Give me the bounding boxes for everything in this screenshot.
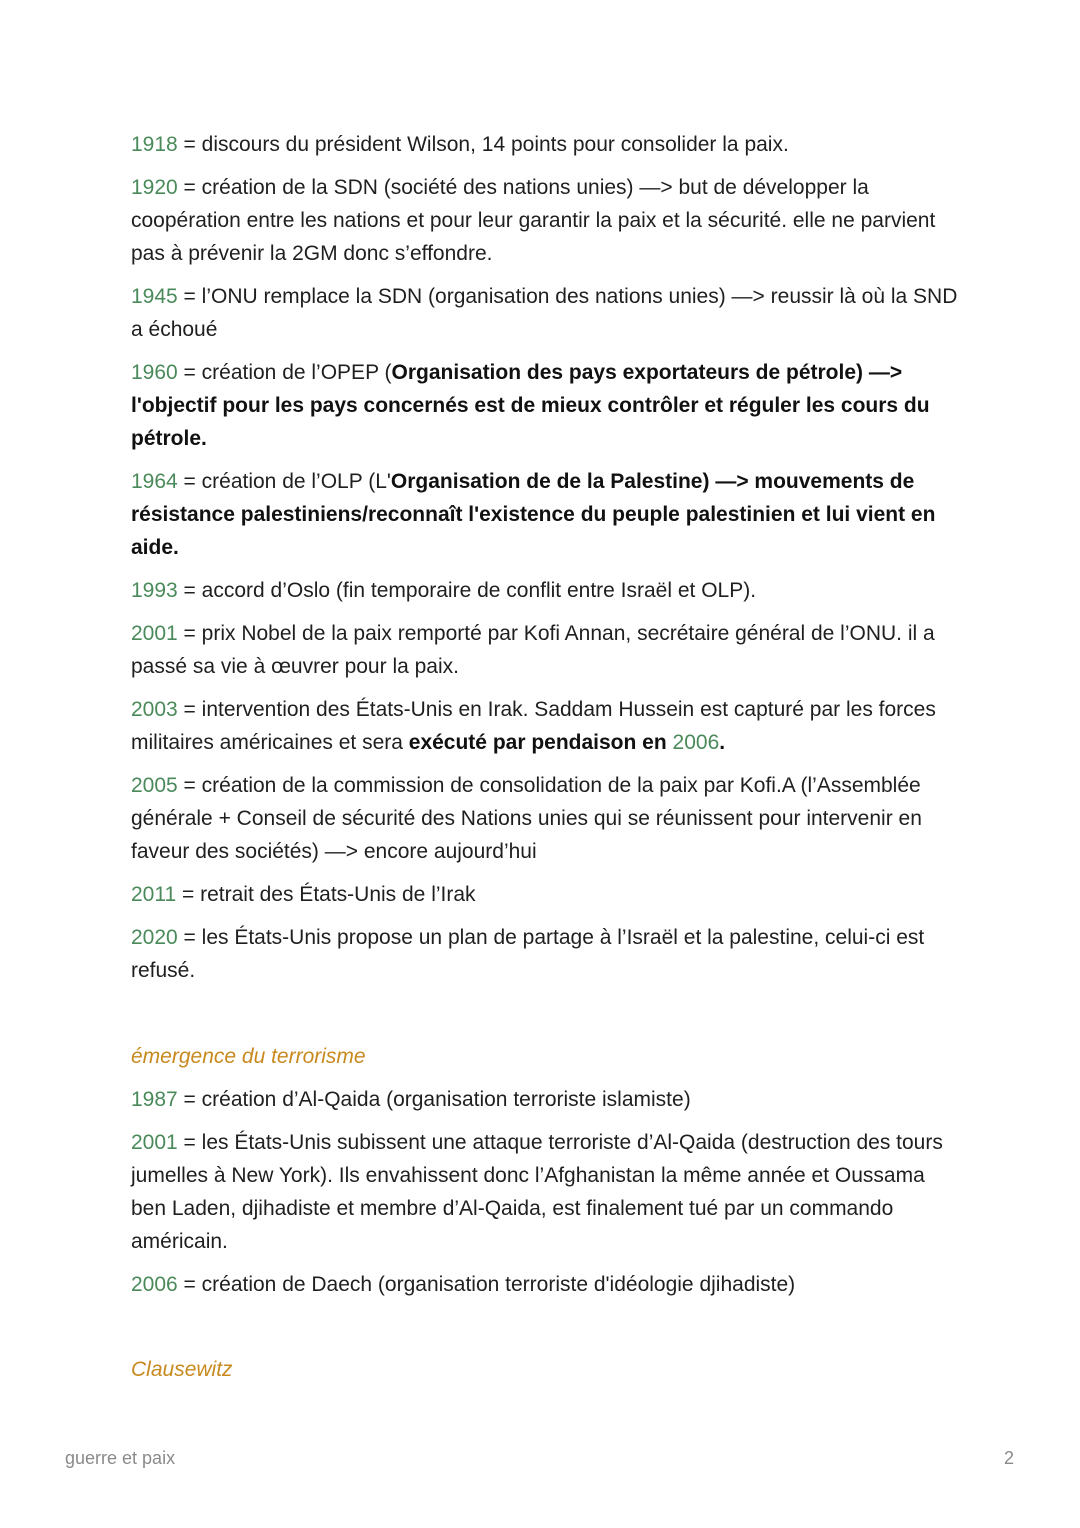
timeline-entry	[131, 280, 961, 346]
section-title-terrorism: émergence du terrorisme	[131, 1045, 366, 1068]
entry-text: = les États-Unis subissent une attaque terroriste d’Al-Qaida (destruction des tours jumelles à New York). Ils envahissent donc l’Afghanistan la même année et Oussama ben Laden, djihadiste et membre d’Al-Qaida, est finalement tué par un commando américain.	[131, 1131, 943, 1253]
timeline-entry	[131, 356, 961, 455]
timeline-entry	[131, 769, 961, 868]
entry-text-bold: .	[719, 731, 726, 754]
entry-year: 2001	[131, 622, 178, 645]
timeline-entry	[131, 1083, 961, 1116]
timeline-entry	[131, 617, 961, 683]
entry-text-bold: Organisation de de la Palestine) —> mouvements de résistance palestiniens/reconnaît l'existence du peuple palestinien et lui vient en aide.	[131, 470, 936, 559]
entry-year: 2005	[131, 774, 178, 797]
entry-year: 2001	[131, 1131, 178, 1154]
footer-document-title: guerre et paix	[65, 1448, 176, 1468]
entry-text: = retrait des États-Unis de l’Irak	[176, 883, 476, 906]
entry-year: 1987	[131, 1088, 178, 1111]
entry-year: 2003	[131, 698, 178, 721]
timeline-entry	[131, 171, 961, 270]
entry-text: = accord d’Oslo (fin temporaire de conflit entre Israël et OLP).	[177, 579, 757, 602]
timeline-entry	[131, 878, 961, 911]
entry-year: 1945	[131, 285, 178, 308]
entry-text: = intervention des États-Unis en Irak. Saddam Hussein est capturé par les forces militaires américaines et sera	[131, 698, 936, 754]
entry-year: 1918	[131, 133, 178, 156]
timeline-entry	[131, 1268, 961, 1301]
entry-year: 1993	[131, 579, 178, 602]
entry-text: = prix Nobel de la paix remporté par Kofi Annan, secrétaire général de l’ONU. il a passé sa vie à œuvrer pour la paix.	[131, 622, 935, 678]
entry-year: 2020	[131, 926, 178, 949]
entry-text: = discours du président Wilson, 14 points pour consolider la paix.	[177, 133, 789, 156]
timeline-entry	[131, 693, 961, 759]
section-title-clausewitz: Clausewitz	[131, 1358, 233, 1381]
entry-year: 2006	[131, 1273, 178, 1296]
entry-text: = création d’Al-Qaida (organisation terroriste islamiste)	[177, 1088, 691, 1111]
entry-text-bold: Organisation des pays exportateurs de pétrole) —> l'objectif pour les pays concernés est de mieux contrôler et réguler les cours du pétrole.	[131, 361, 930, 450]
entry-year: 1960	[131, 361, 178, 384]
timeline-entry	[131, 574, 961, 607]
terrorism-timeline-list	[131, 1083, 961, 1301]
entry-text: = les États-Unis propose un plan de partage à l’Israël et la palestine, celui-ci est refusé.	[131, 926, 925, 982]
entry-year: 1964	[131, 470, 178, 493]
entry-year-inline: 2006	[672, 731, 720, 754]
entry-year: 2011	[131, 883, 177, 906]
page-number: 2	[1004, 1448, 1015, 1468]
entry-year: 1920	[131, 176, 178, 199]
entry-text: = création de la commission de consolidation de la paix par Kofi.A (l’Assemblée générale + Conseil de sécurité des Nations unies qui se réunissent pour intervenir en faveur des sociétés) —> encore aujourd’hui	[131, 774, 922, 863]
timeline-list	[131, 128, 961, 987]
entry-text: = création de la SDN (société des nations unies) —> but de développer la coopération entre les nations et pour leur garantir la paix et la sécurité. elle ne parvient pas à prévenir la 2GM donc s’effondre.	[131, 176, 936, 265]
timeline-entry	[131, 1126, 961, 1258]
document-body	[131, 128, 961, 1386]
entry-text: = création de l’OLP (L'	[177, 470, 391, 493]
entry-text: = création de Daech (organisation terroriste d'idéologie djihadiste)	[177, 1273, 796, 1296]
entry-text: = l’ONU remplace la SDN (organisation des nations unies) —> reussir là où la SND a échoué	[131, 285, 958, 341]
timeline-entry	[131, 465, 961, 564]
entry-text-bold: exécuté par pendaison en	[408, 731, 673, 754]
entry-text: = création de l’OPEP (	[177, 361, 392, 384]
timeline-entry	[131, 128, 961, 161]
timeline-entry	[131, 921, 961, 987]
